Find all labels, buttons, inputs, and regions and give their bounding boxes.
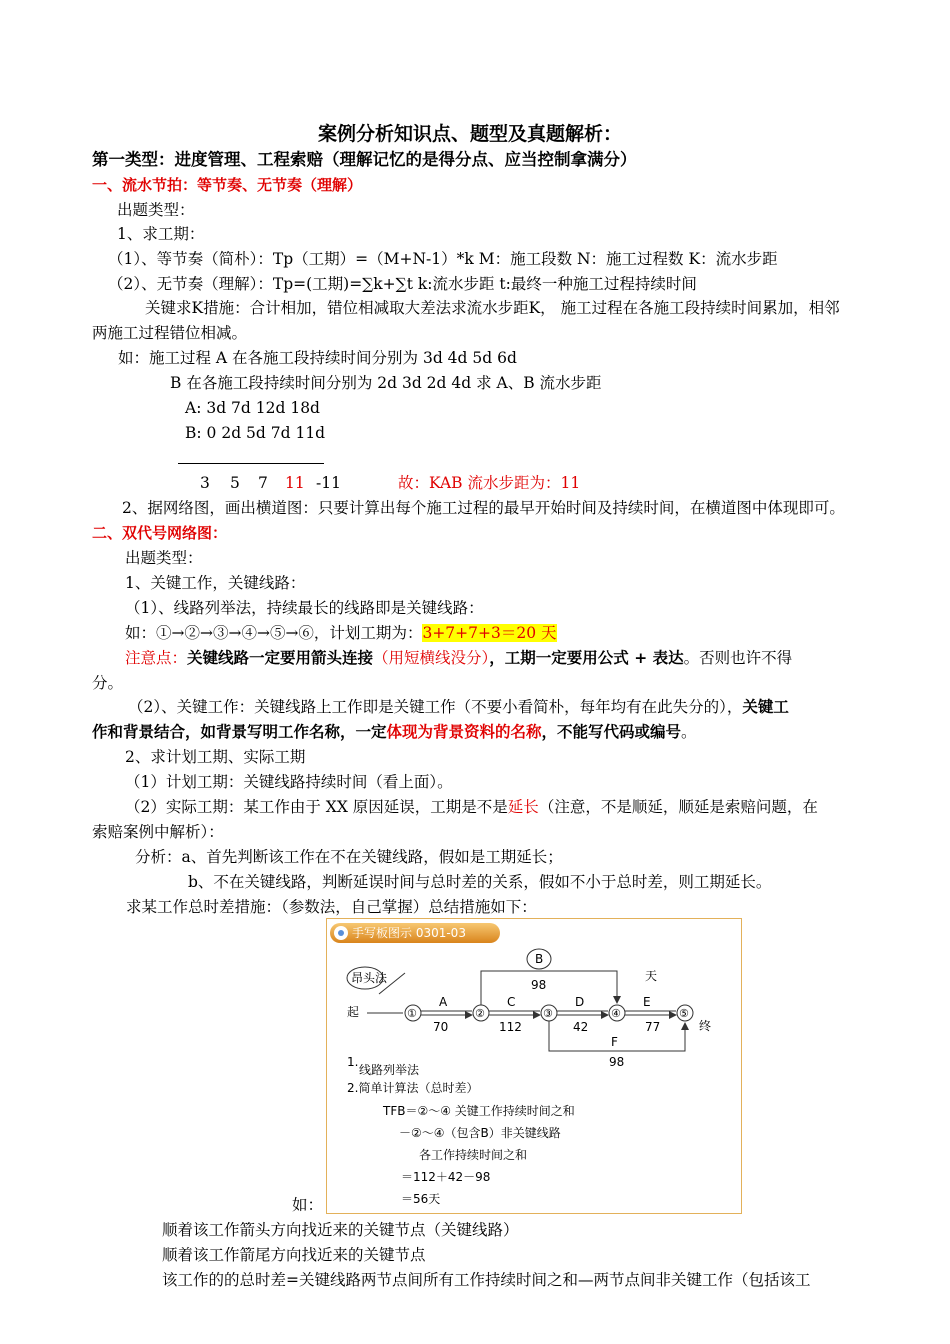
activity-name: C [507, 995, 516, 1009]
activity-name: A [439, 995, 448, 1009]
red-bold-text: 体现为背景资料的名称 [386, 723, 542, 741]
figure-tag-label: 手写板图示 0301-03 [352, 926, 466, 940]
text-line [125, 648, 792, 668]
network-diagram-figure [326, 918, 742, 1214]
activity-name: B [535, 952, 544, 966]
bold-text: 作和背景结合，如背景写明工作名称，一定 [92, 723, 387, 741]
activity-name: D [575, 995, 585, 1009]
bold-text: 关键工 [742, 698, 789, 716]
plain-text: 。否则也许不得 [683, 649, 793, 667]
tf-line: ＝56天 [401, 1192, 441, 1206]
node-label: ④ [611, 1007, 621, 1020]
section-heading-2: 二、双代号网络图： [92, 524, 228, 542]
plain-text: （注意，不是顺延，顺延是索赔问题，在 [538, 798, 818, 816]
end-label: 终 [699, 1019, 712, 1033]
text-line: 1、关键工作，关键线路： [125, 574, 306, 592]
diff-value: 7 [258, 474, 268, 492]
red-text: （用短横线没分） [373, 649, 490, 667]
bold-text: 关键线路一定要用箭头连接 [187, 649, 374, 667]
text-line: 索赔案例中解析）： [92, 823, 224, 841]
text-line: （2）、无节奏（理解）：Tp=(工期)=∑k+∑t k:流水步距 t:最终一种施工过程持续时间 [108, 275, 697, 293]
diff-value: 3 [200, 474, 210, 492]
red-text: 延长 [507, 798, 539, 816]
tf-line: TFB＝②～④ 关键工作持续时间之和 [383, 1104, 575, 1118]
plain-text: 。 [681, 723, 697, 741]
activity-duration: 42 [573, 1020, 589, 1034]
activity-duration: 98 [609, 1055, 625, 1069]
text-line: 2、求计划工期、实际工期 [125, 748, 306, 766]
text-line: 出题类型： [125, 549, 203, 567]
arrow-B [481, 971, 617, 1005]
activity-duration: 112 [499, 1020, 522, 1034]
note-label: 注意点： [125, 649, 188, 667]
text-line: 顺着该工作箭尾方向找近来的关键节点 [162, 1246, 426, 1264]
method-number: 1. [347, 1055, 359, 1069]
tf-line: 各工作持续时间之和 [419, 1148, 528, 1162]
plain-text: （2）实际工期：某工作由于 XX 原因延误，工期是不是 [125, 798, 508, 816]
bold-text: ，不能写代码或编号 [541, 723, 682, 741]
unit-label: 天 [645, 969, 658, 983]
text-line: 如：施工过程 A 在各施工段持续时间分别为 3d 4d 5d 6d [118, 349, 517, 367]
text-line: A: 3d 7d 12d 18d [185, 399, 320, 417]
text-line: （1）、等节奏（简朴）：Tp（工期）=（M+N-1）*k M：施工段数 N：施工过程数 K：流水步距 [108, 250, 778, 268]
text-line [125, 797, 818, 817]
node-label: ③ [543, 1007, 553, 1020]
text-line: 出题类型： [117, 201, 195, 219]
method-label: 昂头法 [351, 971, 388, 985]
text-line: 顺着该工作箭头方向找近来的关键节点（关键线路） [162, 1221, 519, 1239]
text-line: B: 0 2d 5d 7d 11d [185, 424, 326, 442]
node-label: ① [407, 1007, 417, 1020]
result-text: 故：KAB 流水步距为：11 [398, 474, 581, 492]
text-line: b、不在关键线路，判断延误时间与总时差的关系，假如不小于总时差，则工期延长。 [188, 873, 772, 891]
method-2: 2.简单计算法（总时差） [347, 1081, 479, 1095]
text-line: （1）、线路列举法，持续最长的线路即是关键线路： [125, 599, 484, 617]
highlight-text: 3+7+7+3＝20 天 [422, 624, 557, 642]
text-line: 分析：a、首先判断该工作在不在关键线路，假如是工期延长； [135, 848, 563, 866]
text-line: 2、据网络图，画出横道图：只要计算出每个施工过程的最早开始时间及持续时间，在横道图中体现即可。 [122, 499, 845, 517]
page-title: 案例分析知识点、题型及真题解析： [318, 123, 623, 145]
text-line: B 在各施工段持续时间分别为 2d 3d 2d 4d 求 A、B 流水步距 [170, 374, 602, 392]
text-line: 如： [292, 1196, 324, 1214]
tf-line: ＝112＋42－98 [401, 1170, 491, 1184]
start-label: 起 [347, 1005, 360, 1019]
diff-value: 11 [285, 474, 305, 492]
diff-value: -11 [316, 474, 341, 492]
text-line [92, 722, 697, 742]
text-line: 该工作的的总时差=关键线路两节点间所有工作持续时间之和—两节点间非关键工作（包括该工 [162, 1271, 811, 1289]
activity-name: E [643, 995, 651, 1009]
method-1: 线路列举法 [359, 1063, 420, 1077]
bold-text: ，工期一定要用公式 + 表达 [489, 649, 684, 667]
section-heading-1: 一、流水节拍：等节奏、无节奏（理解） [92, 176, 363, 194]
text-line: 分。 [92, 674, 124, 692]
text-line: 关键求K措施：合计相加，错位相减取大差法求流水步距K， 施工过程在各施工段持续时间累加，相邻 [145, 299, 840, 317]
node-label: ⑤ [679, 1007, 689, 1020]
diff-value: 5 [230, 474, 240, 492]
activity-name: F [611, 1035, 618, 1049]
text-line: 两施工过程错位相减。 [92, 324, 248, 342]
text-line [128, 697, 789, 717]
node-label: ② [475, 1007, 485, 1020]
type-heading: 第一类型：进度管理、工程索赔（理解记忆的是得分点、应当控制拿满分） [92, 150, 637, 169]
text-line: （1）计划工期：关键线路持续时间（看上面）。 [125, 773, 453, 791]
activity-duration: 77 [645, 1020, 661, 1034]
activity-duration: 70 [433, 1020, 449, 1034]
text-line: 1、求工期： [117, 225, 205, 243]
activity-duration: 98 [531, 978, 547, 992]
plain-text: （2）、关键工作：关键线路上工作即是关键工作（不要小看简朴，每年均有在此失分的）， [128, 698, 743, 716]
text-line: 求某工作总时差措施：（参数法，自己掌握）总结措施如下： [126, 898, 537, 916]
tf-line: －②～④（包含B）非关键线路 [399, 1126, 561, 1140]
path-text: 如：①→②→③→④→⑤→⑥，计划工期为： [125, 624, 423, 642]
divider [178, 463, 324, 464]
text-line [125, 623, 557, 643]
